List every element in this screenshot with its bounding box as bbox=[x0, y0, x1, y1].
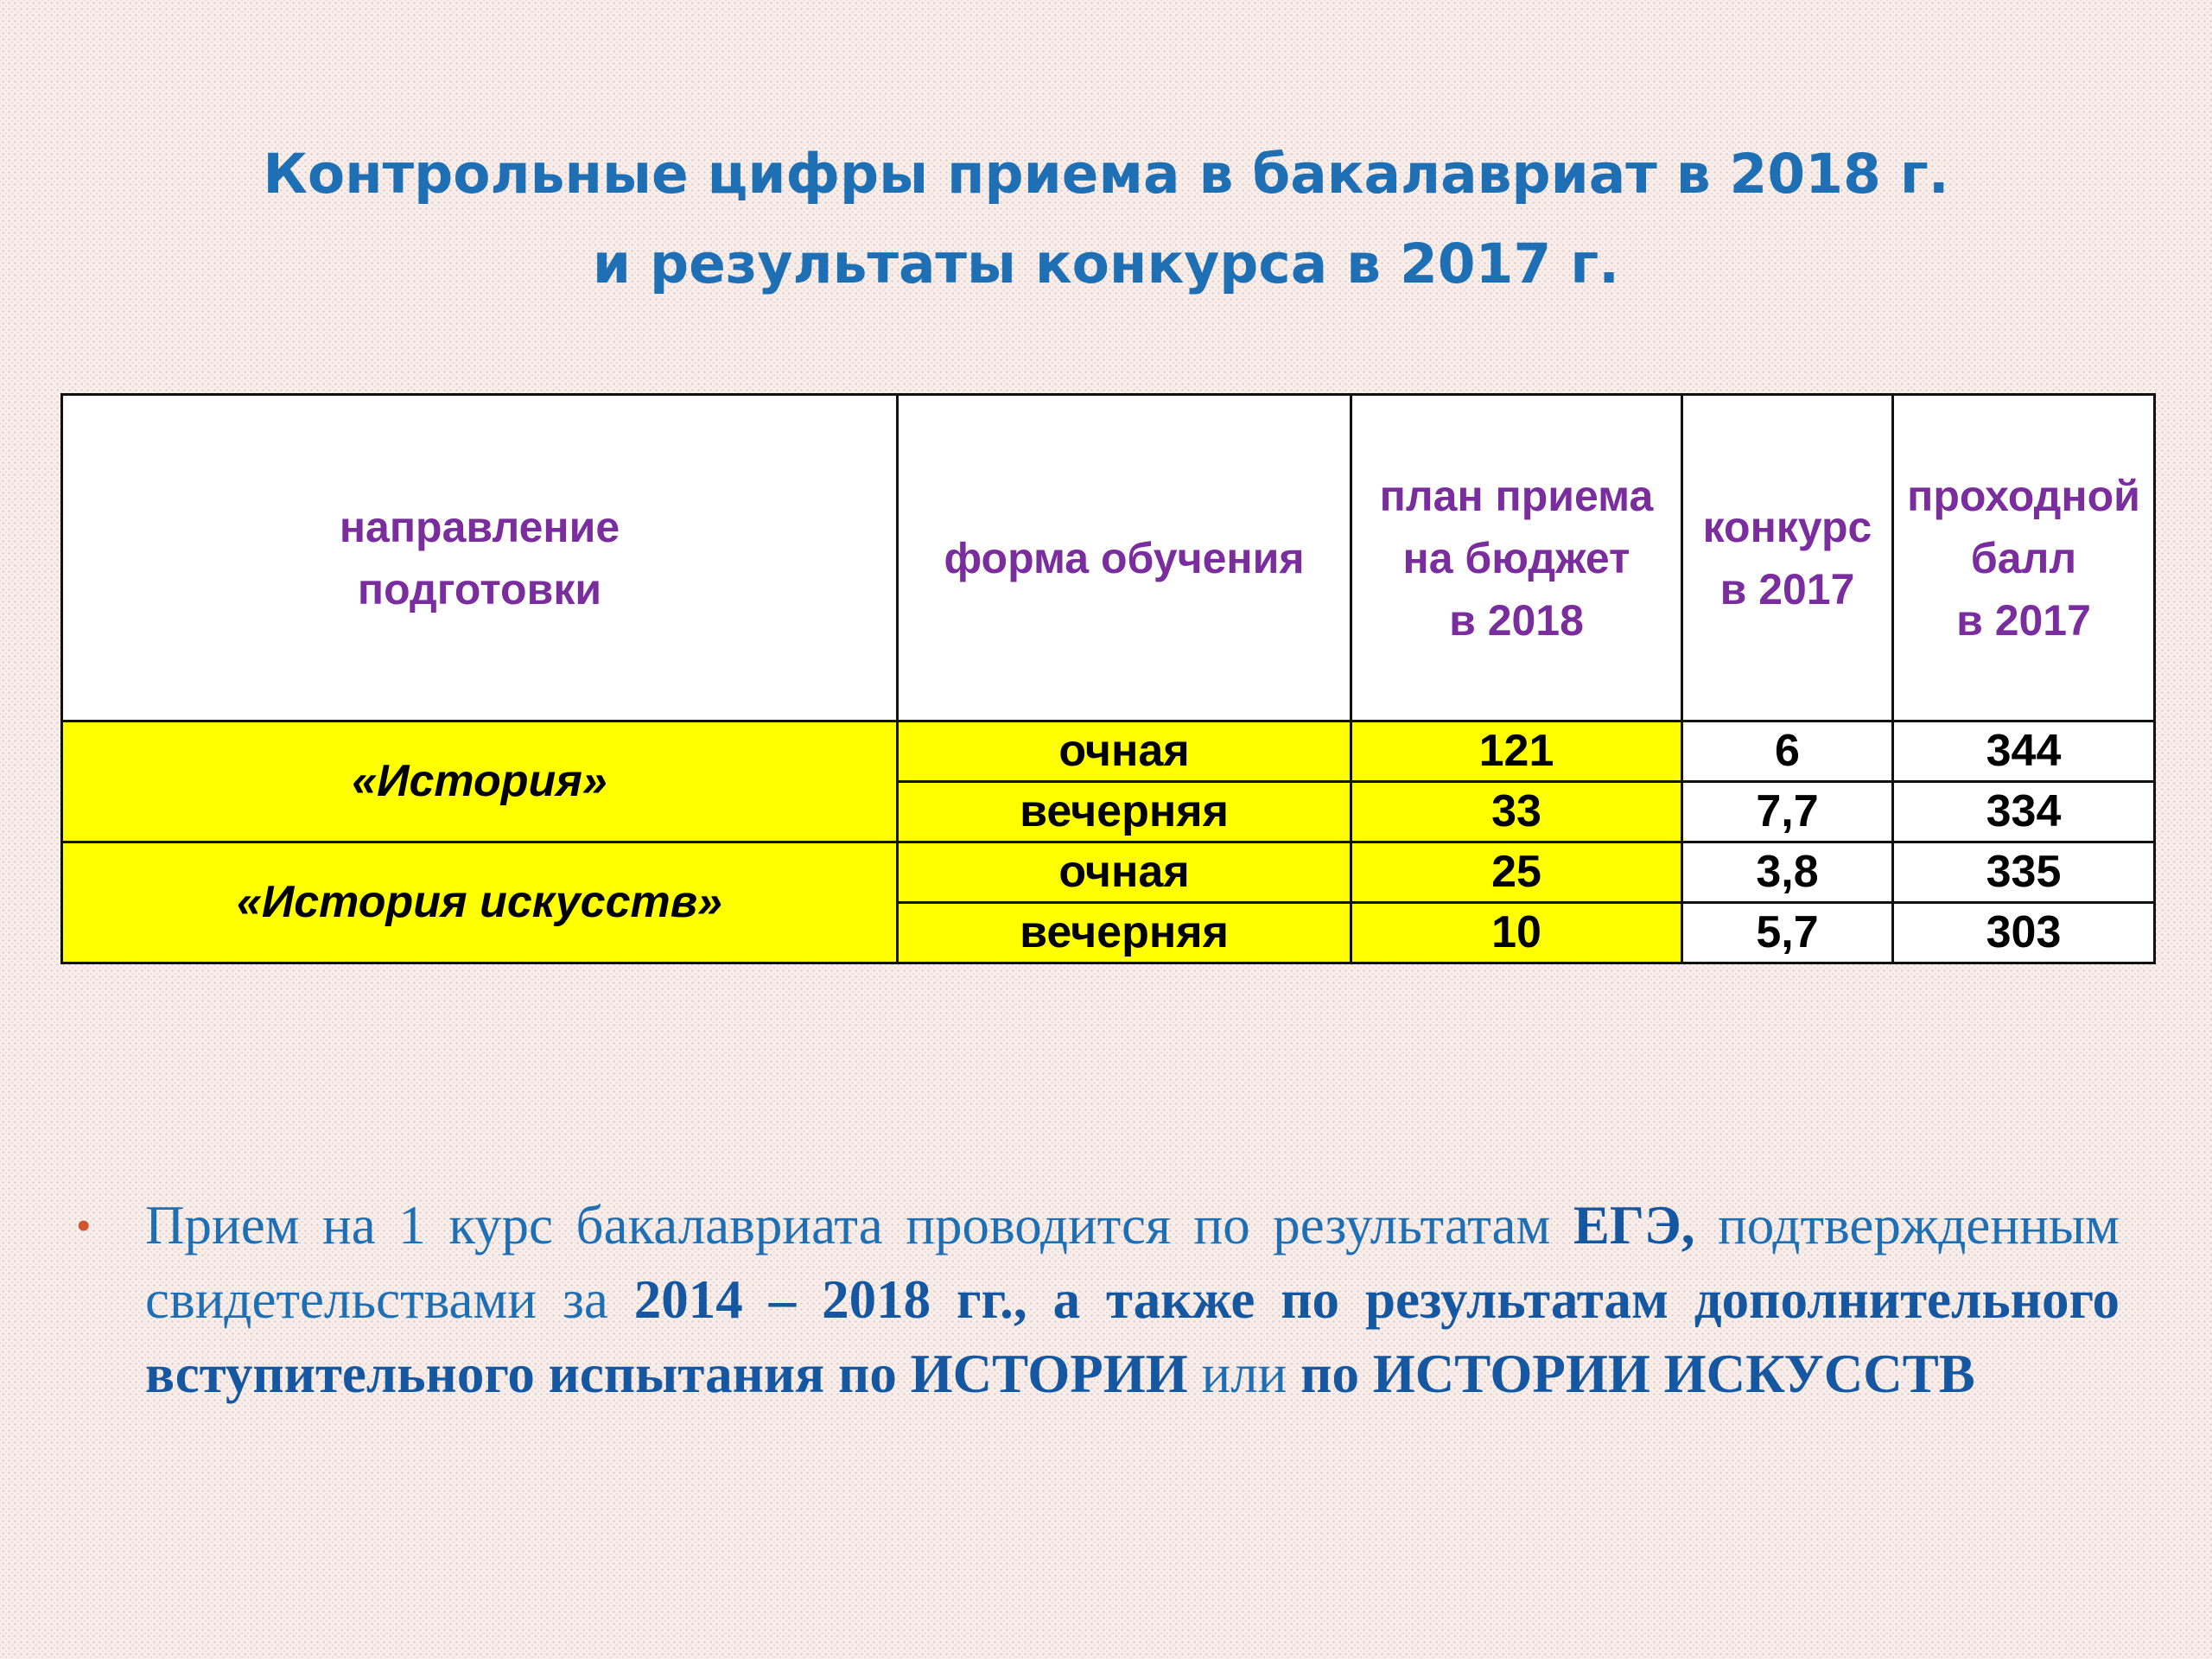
slide-title-line-1: Контрольные цифры приема в бакалавриат в 2018 г. bbox=[263, 143, 1949, 206]
table-row bbox=[62, 721, 2155, 782]
slide-title bbox=[0, 130, 2212, 309]
note-art-history: по ИСТОРИИ ИСКУССТВ bbox=[1300, 1344, 1975, 1404]
plan-cell: 25 bbox=[1351, 842, 1682, 903]
form-cell: очная bbox=[898, 721, 1351, 782]
direction-cell: «История искусств» bbox=[62, 842, 898, 963]
note-text-or: или bbox=[1187, 1344, 1301, 1404]
competition-cell: 7,7 bbox=[1682, 782, 1893, 842]
form-cell: очная bbox=[898, 842, 1351, 903]
score-cell: 303 bbox=[1893, 903, 2155, 963]
header-plan: план приема на бюджет в 2018 bbox=[1351, 395, 1682, 721]
header-form: форма обучения bbox=[898, 395, 1351, 721]
form-cell: вечерняя bbox=[898, 903, 1351, 963]
competition-cell: 6 bbox=[1682, 721, 1893, 782]
header-score: проходной балл в 2017 bbox=[1893, 395, 2155, 721]
direction-cell: «История» bbox=[62, 721, 898, 842]
score-cell: 334 bbox=[1893, 782, 2155, 842]
score-cell: 344 bbox=[1893, 721, 2155, 782]
note-ege: ЕГЭ, bbox=[1573, 1195, 1695, 1255]
plan-cell: 33 bbox=[1351, 782, 1682, 842]
plan-cell: 10 bbox=[1351, 903, 1682, 963]
competition-cell: 5,7 bbox=[1682, 903, 1893, 963]
competition-cell: 3,8 bbox=[1682, 842, 1893, 903]
table-header-row bbox=[62, 395, 2155, 721]
form-cell: вечерняя bbox=[898, 782, 1351, 842]
admission-table bbox=[60, 393, 2156, 964]
admission-note bbox=[145, 1188, 2120, 1411]
plan-cell: 121 bbox=[1351, 721, 1682, 782]
note-text-2: подтвержденным свидетельствами за bbox=[145, 1195, 2120, 1330]
note-text-1: Прием на 1 курс бакалавриата проводится по результатам bbox=[145, 1195, 1573, 1255]
slide-title-line-2: и результаты конкурса в 2017 г. bbox=[592, 232, 1620, 296]
header-direction: направление подготовки bbox=[62, 395, 898, 721]
header-competition: конкурс в 2017 bbox=[1682, 395, 1893, 721]
table-row bbox=[62, 842, 2155, 903]
note-years-and-exam: 2014 – 2018 гг., а также по результатам дополнительного вступительного испытания по ИСТОРИИ bbox=[145, 1269, 2120, 1404]
score-cell: 335 bbox=[1893, 842, 2155, 903]
bullet-marker: • bbox=[76, 1201, 92, 1249]
